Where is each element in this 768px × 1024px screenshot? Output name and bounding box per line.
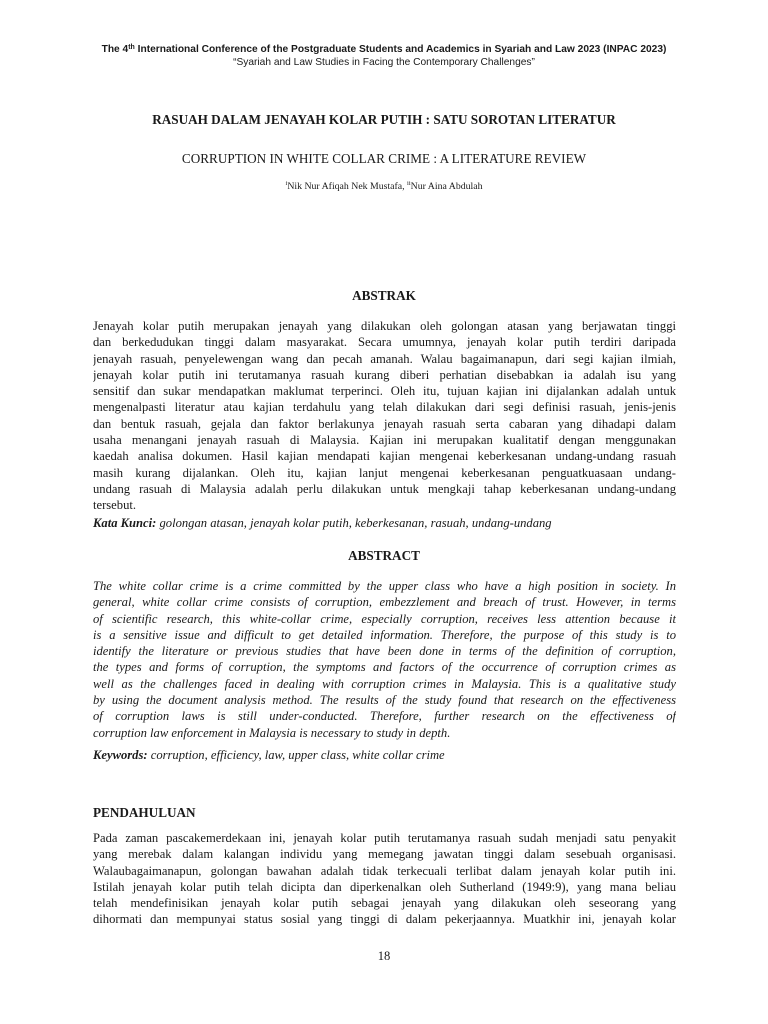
text-line: the types and forms of corruption, the symptoms and factors of the occurrence of corruption crimes as (93, 660, 676, 675)
author-marker-2: ii (407, 180, 411, 187)
conference-theme: “Syariah and Law Studies in Facing the Contemporary Challenges” (233, 57, 535, 68)
pendahuluan-paragraph (93, 830, 676, 928)
author-1: Nik Nur Afiqah Nek Mustafa, (287, 181, 408, 192)
text-line: telah mendefinisikan jenayah kolar putih sebagai jenayah yang dilakukan oleh seseorang yang (93, 896, 676, 911)
paper-title-malay: RASUAH DALAM JENAYAH KOLAR PUTIH : SATU SOROTAN LITERATUR (152, 112, 616, 127)
page-number: 18 (377, 949, 391, 963)
text-line: corruption law enforcement in Malaysia is necessary to study in depth. (93, 725, 451, 740)
kata-kunci-values: golongan atasan, jenayah kolar putih, keberkesanan, rasuah, undang-undang (156, 516, 552, 530)
text-line: kaedah analisa dokumen. Hasil kajian mendapati kajian mengenai keberkesanan undang-undang rasuah (93, 449, 676, 464)
keywords-label: Keywords: (93, 748, 148, 762)
text-line: undang rasuah di Malaysia adalah perlu dilakukan untuk mengkaji tahap keberkesanan undang-undang (93, 481, 676, 496)
conference-name-rest: International Conference of the Postgraduate Students and Academics in Syariah and Law 2023 (INPAC 2023) (134, 44, 667, 55)
kata-kunci-line (93, 516, 693, 531)
text-line: masih kurang dijalankan. Oleh itu, kajian lanjut mengenai keberkesanan penguatkuasaan undang- (93, 465, 676, 480)
paper-title-english: CORRUPTION IN WHITE COLLAR CRIME : A LITERATURE REVIEW (181, 151, 587, 166)
text-line: usaha menangani jenayah rasuah di Malaysia. Kajian ini merupakan kualitatif dengan menggunakan (93, 433, 676, 448)
ordinal-superscript: th (128, 44, 135, 51)
abstrak-paragraph (93, 318, 676, 514)
text-line: mengenalpasti literatur atau kajian terdahulu yang telah dilakukan dari segi definisi rasuah, jenis-jenis (93, 400, 676, 415)
text-line: The white collar crime is a crime committed by the upper class who have a high position in society. In (93, 579, 676, 593)
text-line: jenayah rasuah, penyelewengan wang dan pecah amanah. Walau bagaimanapun, dari segi kajian ilmiah, (93, 351, 676, 366)
text-line: is a sensitive issue and difficult to get detailed information. Therefore, the purpose of this study is to (93, 627, 676, 642)
text-line: by using the document analysis method. The results of the study found that research on the effectiveness (93, 693, 676, 708)
text-line: Jenayah kolar putih merupakan jenayah yang dilakukan oleh golongan atasan yang berjawatan tinggi (93, 319, 676, 333)
text-line: general, white collar crime consists of corruption, embezzlement and breach of trust. However, in terms (93, 595, 676, 610)
abstract-paragraph (93, 578, 676, 741)
kata-kunci-label: Kata Kunci: (93, 516, 157, 530)
abstrak-heading: ABSTRAK (352, 288, 416, 303)
abstract-heading: ABSTRACT (348, 548, 420, 563)
author-line (0, 181, 768, 192)
conference-header (0, 44, 768, 56)
text-line: Pada zaman pascakemerdekaan ini, jenayah kolar putih terutamanya rasuah sudah menjadi satu penyakit (93, 831, 676, 845)
keywords-line (93, 748, 693, 763)
author-marker-1: i (285, 180, 288, 187)
text-line: yang merebak dalam kalangan individu yang memegang jawatan tinggi dalam sesebuah organisasi. (93, 847, 676, 862)
text-line: well as the challenges faced in dealing with corruption crimes in Malaysia. This is a qualitative study (93, 676, 676, 691)
author-2: Nur Aina Abdulah (410, 181, 483, 192)
text-line: identify the literature or previous studies that have been done in terms of the definition of corruption, (93, 644, 676, 659)
text-line: Istilah jenayah kolar putih telah dicipta dan diperkenalkan oleh Sutherland (1949:9), yang mana beliau (93, 879, 676, 894)
text-line: dihormati dan mempunyai status sosial yang tinggi di dalam pekerjaannya. Muatkhir ini, jenayah kolar (93, 912, 676, 927)
text-line: sensitif dan sukar mendapatkan maklumat terperinci. Oleh itu, tujuan kajian ini dijalankan adalah untuk (93, 384, 676, 399)
pendahuluan-heading: PENDAHULUAN (93, 805, 196, 820)
text-line: jenayah kolar putih ini terutamanya rasuah kurang diberi perhatian disebabkan ia adalah isu yang (93, 367, 676, 382)
text-line: Walaubagaimanapun, golongan bawahan adalah tidak terkecuali terlibat dalam jenayah kolar putih ini. (93, 863, 676, 878)
conference-name-part: The 4 (101, 44, 129, 55)
text-line: dan berkedudukan tinggi dalam masyarakat. Secara umumnya, jenayah kolar putih terdiri daripada (93, 335, 676, 350)
text-line: tersebut. (93, 498, 137, 513)
keywords-values: corruption, efficiency, law, upper class, white collar crime (147, 748, 445, 762)
text-line: of scientific research, this white-collar crime, especially corruption, receives less attention because it (93, 611, 676, 626)
text-line: dan bentuk rasuah, gejala dan faktor berlakunya jenayah rasuah serta cabaran yang dihadapi dalam (93, 416, 676, 431)
text-line: of corruption laws is still under-conducted. Therefore, further research on the effectiveness of (93, 709, 676, 724)
